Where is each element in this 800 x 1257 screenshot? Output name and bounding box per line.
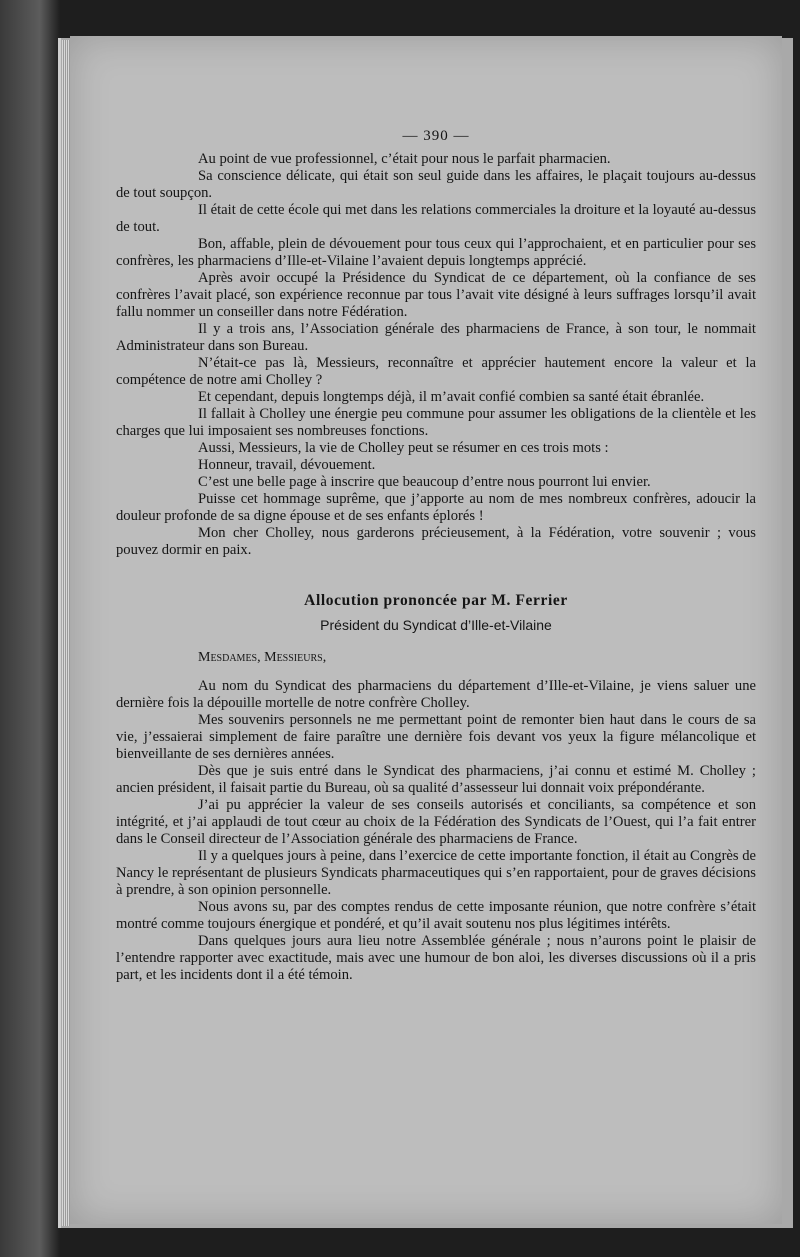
section-title: Allocution prononcée par M. Ferrier (304, 592, 568, 609)
paragraph: Nous avons su, par des comptes rendus de cette imposante réunion, que notre confrère s’était montré comme toujours énergique et pondéré, et qu’il avait soutenu nos plus légitimes intérêts. (116, 899, 756, 932)
paragraph: Mon cher Cholley, nous garderons précieusement, à la Fédération, votre souvenir ; vous pouvez dormir en paix. (116, 525, 756, 558)
section-subtitle: Président du Syndicat d’Ille-et-Vilaine (320, 617, 552, 633)
paragraph: Il était de cette école qui met dans les relations commerciales la droiture et la loyauté au-dessus de tout. (116, 202, 756, 235)
paragraph: Au nom du Syndicat des pharmaciens du département d’Ille-et-Vilaine, je viens saluer une dernière fois la dépouille mortelle de notre confrère Cholley. (116, 678, 756, 711)
paragraph: Dans quelques jours aura lieu notre Assemblée générale ; nous n’aurons point le plaisir de l’entendre rapporter avec exactitude, mais avec une humour de bon aloi, les diverses discussions où il a pris part, et les incidents dont il a été témoin. (116, 933, 756, 983)
page-spine (62, 40, 70, 1226)
paragraph: Puisse cet hommage suprême, que j’apporte au nom de mes nombreux confrères, adoucir la douleur profonde de sa digne épouse et de ses enfants éplorés ! (116, 491, 756, 524)
page-text-block (116, 128, 757, 984)
speech-section (116, 678, 756, 984)
page-number: — 390 — (402, 128, 470, 144)
paragraph: N’était-ce pas là, Messieurs, reconnaître et apprécier hautement encore la valeur et la compétence de notre ami Cholley ? (116, 355, 756, 388)
paragraph: Il fallait à Cholley une énergie peu commune pour assumer les obligations de la clientèle et les charges que lui imposaient ses nombreuses fonctions. (116, 406, 756, 439)
paragraph: C’est une belle page à inscrire que beaucoup d’entre nous pourront lui envier. (198, 474, 651, 490)
paragraph: Sa conscience délicate, qui était son seul guide dans les affaires, le plaçait toujours au-dessus de tout soupçon. (116, 168, 756, 201)
paragraph: Et cependant, depuis longtemps déjà, il m’avait confié combien sa santé était ébranlée. (198, 389, 705, 405)
paragraph: Mes souvenirs personnels ne me permettant point de remonter bien haut dans le cours de sa vie, j’essaierai simplement de faire paraître une dernière fois devant vos yeux la figure mélancolique et bienveillante de ses dernières années. (116, 712, 756, 762)
paragraph: Bon, affable, plein de dévouement pour tous ceux qui l’approchaient, et en particulier pour ses confrères, les pharmaciens d’Ille-et-Vilaine l’avaient depuis longtemps apprécié. (116, 236, 756, 269)
paragraph: Il y a trois ans, l’Association générale des pharmaciens de France, à son tour, le nommait Administrateur dans son Bureau. (116, 321, 756, 354)
paragraph: Dès que je suis entré dans le Syndicat des pharmaciens, j’ai connu et estimé M. Cholley ; ancien président, il faisait partie du Bureau, où sa qualité d’assesseur lui donnait voix prépondérante. (116, 763, 756, 796)
paragraph: Honneur, travail, dévouement. (198, 457, 376, 473)
intro-section (116, 151, 756, 559)
paragraph: Aussi, Messieurs, la vie de Cholley peut se résumer en ces trois mots : (198, 440, 609, 456)
paragraph: Au point de vue professionnel, c’était pour nous le parfait pharmacien. (198, 151, 611, 167)
paragraph: J’ai pu apprécier la valeur de ses conseils autorisés et conciliants, sa compétence et son intégrité, et j’ai applaudi de tout cœur au choix de la Fédération des Syndicats de l’Ouest, qui l’a fait entrer dans le Conseil directeur de l’Association générale des pharmaciens de France. (116, 797, 756, 847)
paragraph: Il y a quelques jours à peine, dans l’exercice de cette importante fonction, il était au Congrès de Nancy le représentant de plusieurs Syndicats pharmaceutiques qui s’en rapportaient, pour de graves décisions à prendre, à son opinion personnelle. (116, 848, 757, 898)
paragraph: Après avoir occupé la Présidence du Syndicat de ce département, où la confiance de ses confrères l’avait placé, son expérience reconnue par tous l’avait vite désigné à leurs suffrages lorsqu’il avait fallu nommer un conseiller dans notre Fédération. (116, 270, 756, 320)
salutation: Mesdames, Messieurs, (198, 650, 327, 665)
